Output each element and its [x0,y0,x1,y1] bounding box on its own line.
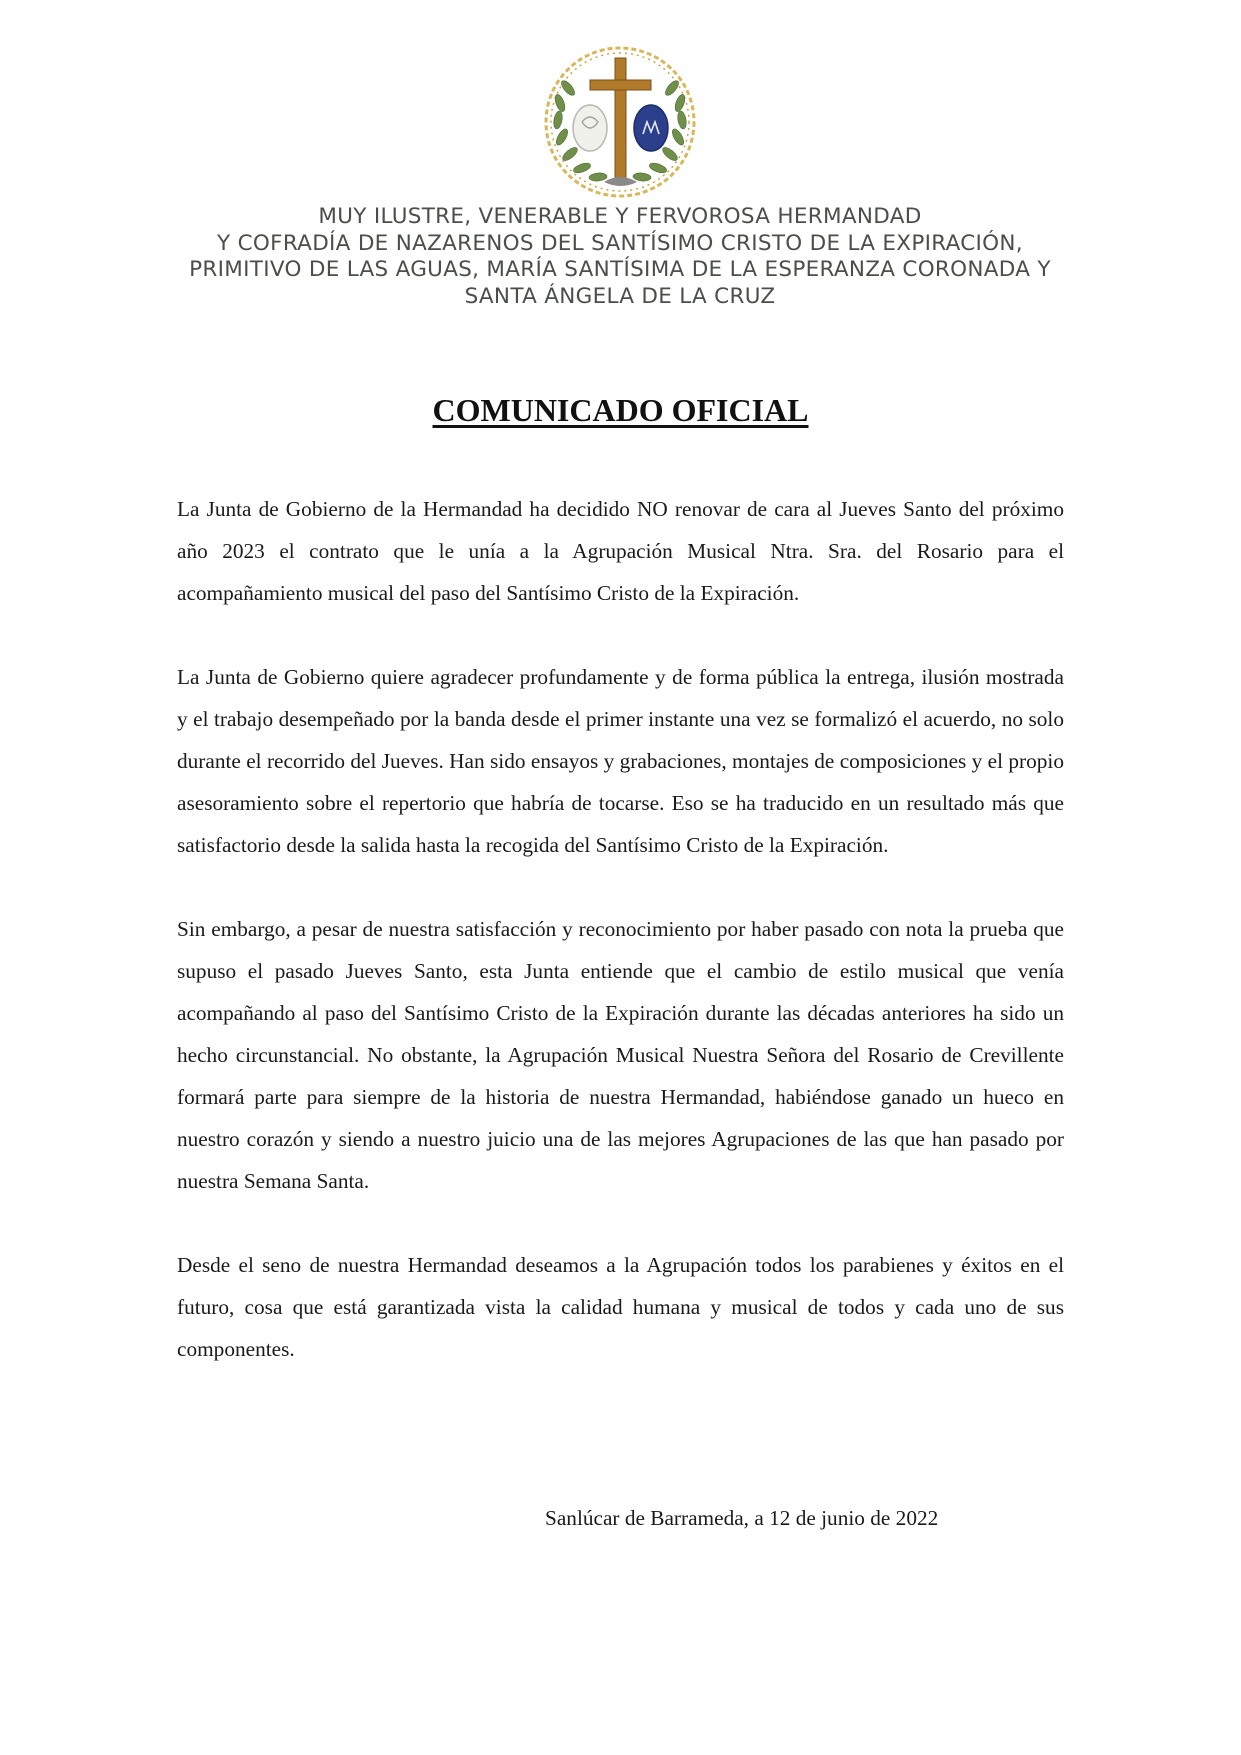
paragraph-4: Desde el seno de nuestra Hermandad deseamos a la Agrupación todos los parabienes y éxitos en el futuro, cosa que está garantizada vista la calidad humana y musical de todos y cada uno de sus componentes. [177,1253,1064,1361]
paragraph-3: Sin embargo, a pesar de nuestra satisfacción y reconocimiento por haber pasado con nota la prueba que supuso el pasado Jueves Santo, esta Junta entiende que el cambio de estilo musical que venía acompañando al paso del Santísimo Cristo de la Expiración durante las décadas anteriores ha sido un hecho circunstancial. No obstante, la Agrupación Musical Nuestra Señora del Rosario de Crevillente formará parte para siempre de la historia de nuestra Hermandad, habiéndose ganado un hueco en nuestro corazón y siendo a nuestro juicio una de las mejores Agrupaciones de las que han pasado por nuestra Semana Santa. [177,917,1064,1193]
paragraph-1: La Junta de Gobierno de la Hermandad ha decidido NO renovar de cara al Jueves Santo del próximo año 2023 el contrato que le unía a la Agrupación Musical Ntra. Sra. del Rosario para el acompañamiento musical del paso del Santísimo Cristo de la Expiración. [177,497,1064,605]
brotherhood-name-line-1: MUY ILUSTRE, VENERABLE Y FERVOROSA HERMANDAD [318,204,922,229]
brotherhood-name-line-4: SANTA ÁNGELA DE LA CRUZ [464,283,776,309]
brotherhood-emblem [538,42,703,202]
document-title: COMUNICADO OFICIAL [432,392,809,428]
brotherhood-name-line-2: Y COFRADÍA DE NAZARENOS DEL SANTÍSIMO CRISTO DE LA EXPIRACIÓN, [217,230,1023,256]
place-and-date: Sanlúcar de Barrameda, a 12 de junio de 2022 [545,1506,939,1530]
brotherhood-name-line-3: PRIMITIVO DE LAS AGUAS, MARÍA SANTÍSIMA DE LA ESPERANZA CORONADA Y [189,257,1051,282]
paragraph-2: La Junta de Gobierno quiere agradecer profundamente y de forma pública la entrega, ilusión mostrada y el trabajo desempeñado por la banda desde el primer instante una vez se formalizó el acuerdo, no solo durante el recorrido del Jueves. Han sido ensayos y grabaciones, montajes de composiciones y el propio asesoramiento sobre el repertorio que habría de tocarse. Eso se ha traducido en un resultado más que satisfactorio desde la salida hasta la recogida del Santísimo Cristo de la Expiración. [177,665,1064,857]
emblem-logo-icon [538,42,703,202]
document-body [177,488,1064,1412]
brotherhood-name [120,204,1120,310]
